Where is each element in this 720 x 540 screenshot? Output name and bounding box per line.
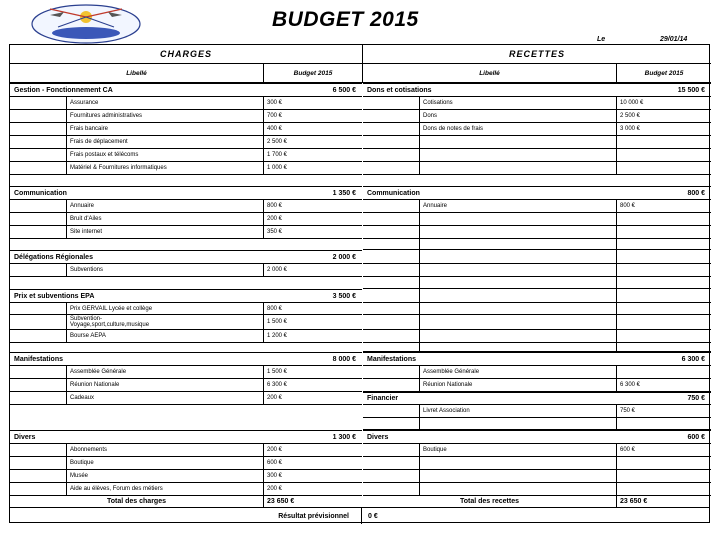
charges-item [10, 149, 362, 162]
recettes-item-empty [363, 457, 711, 470]
charges-group [10, 430, 362, 444]
group-label: Manifestations [367, 355, 417, 363]
item-amount: 300 € [267, 100, 283, 106]
recettes-total-label: Total des recettes [363, 496, 617, 507]
budget-table [9, 44, 710, 523]
item-amount: 2 500 € [620, 113, 641, 119]
charges-item [10, 392, 362, 405]
charges-item [10, 444, 362, 457]
item-label: Annuaire [419, 200, 617, 212]
group-amount: 1 300 € [332, 433, 356, 441]
recettes-item-empty [363, 470, 711, 483]
recettes-item-empty [363, 226, 711, 239]
recettes-group [363, 392, 711, 405]
item-label: Prix GERVAIL Lycée et collège [66, 303, 264, 314]
item-label: Musée [66, 470, 264, 482]
group-label: Délégations Régionales [14, 253, 93, 261]
charges-group [10, 186, 362, 200]
recettes-item [363, 110, 711, 123]
result-amount: 0 € [368, 512, 378, 520]
charges-item [10, 330, 362, 343]
date-label: Le [597, 36, 606, 43]
item-label: Site internet [66, 226, 264, 238]
item-label: Livret Association [419, 405, 617, 417]
group-amount: 8 000 € [332, 355, 356, 363]
recettes-item-empty [363, 136, 711, 149]
item-label: Cotisations [419, 97, 617, 109]
recettes-group [363, 430, 711, 444]
recettes-item [363, 405, 711, 418]
recettes-item-empty [363, 289, 711, 303]
item-amount: 1 700 € [267, 152, 288, 158]
item-amount: 600 € [620, 447, 636, 453]
charges-group [10, 289, 362, 303]
recettes-group [363, 83, 711, 97]
recettes-item [363, 97, 711, 110]
group-amount: 1 350 € [332, 189, 356, 197]
group-label: Divers [367, 433, 389, 441]
charges-item [10, 123, 362, 136]
charges-item [10, 110, 362, 123]
group-label: Communication [367, 189, 420, 197]
group-label: Gestion - Fonctionnement CA [14, 86, 113, 94]
item-label [66, 315, 264, 329]
group-amount: 6 300 € [681, 355, 705, 363]
result-label: Résultat prévisionnel [10, 508, 362, 524]
charges-item [10, 264, 362, 277]
charges-total-label: Total des charges [10, 496, 264, 507]
group-label: Communication [14, 189, 67, 197]
charges-col-label: Libellé [10, 64, 264, 82]
recettes-group [363, 352, 711, 366]
recettes-item [363, 123, 711, 136]
item-amount: 6 300 € [620, 382, 641, 388]
recettes-col-label: Libellé [363, 64, 617, 82]
item-label: Frais postaux et télécoms [66, 149, 264, 161]
recettes-item [363, 200, 711, 213]
recettes-item-empty [363, 315, 711, 330]
group-label: Manifestations [14, 355, 64, 363]
item-amount: 6 300 € [267, 382, 288, 388]
recettes-title: RECETTES [363, 45, 711, 64]
item-label: Aide au élèves, Forum des métiers [66, 483, 264, 495]
recettes-column [362, 45, 711, 505]
item-label: Subventions [66, 264, 264, 276]
group-label: Dons et cotisations [367, 86, 432, 94]
item-label: Réunion Nationale [419, 379, 617, 391]
recettes-item-empty [363, 264, 711, 277]
charges-item [10, 470, 362, 483]
item-amount: 1 200 € [267, 333, 288, 339]
recettes-item [363, 366, 711, 379]
recettes-group [363, 186, 711, 200]
charges-item [10, 213, 362, 226]
item-label: Dons de notes de frais [419, 123, 617, 135]
item-amount: 600 € [267, 460, 283, 466]
charges-title: CHARGES [10, 45, 362, 64]
item-amount: 200 € [267, 447, 283, 453]
item-amount: 700 € [267, 113, 283, 119]
charges-item [10, 315, 362, 330]
recettes-item-empty [363, 303, 711, 315]
charges-item [10, 162, 362, 175]
group-amount: 3 500 € [332, 292, 356, 300]
charges-item [10, 366, 362, 379]
item-label: Boutique [66, 457, 264, 469]
charges-group [10, 250, 362, 264]
item-amount: 200 € [267, 216, 283, 222]
item-amount: 800 € [620, 203, 636, 209]
item-amount: 300 € [267, 473, 283, 479]
charges-col-amount: Budget 2015 [293, 69, 333, 77]
item-amount: 200 € [267, 395, 283, 401]
page-title: BUDGET 2015 [272, 8, 419, 31]
item-amount: 2 500 € [267, 139, 288, 145]
result-row [10, 507, 709, 524]
charges-item [10, 303, 362, 315]
recettes-item [363, 444, 711, 457]
item-label: Assemblée Générale [419, 366, 617, 378]
group-amount: 15 500 € [677, 86, 705, 94]
item-label: Frais bancaire [66, 123, 264, 135]
group-amount: 2 000 € [332, 253, 356, 261]
item-label-line2: Voyage,sport,culture,musique [70, 322, 150, 328]
charges-group [10, 83, 362, 97]
item-label: Boutique [419, 444, 617, 456]
item-amount: 400 € [267, 126, 283, 132]
charges-col-headers [10, 64, 362, 83]
recettes-total-row [363, 495, 711, 507]
group-label: Financier [367, 395, 399, 402]
group-amount: 750 € [687, 395, 705, 402]
item-label: Bourse AEPA [66, 330, 264, 342]
recettes-item-empty [363, 418, 711, 430]
item-amount: 1 000 € [267, 165, 288, 171]
recettes-total-amount: 23 650 € [620, 498, 648, 505]
recettes-item-empty [363, 149, 711, 162]
charges-total-row [10, 495, 362, 507]
item-amount [617, 366, 711, 378]
recettes-item-empty [363, 239, 711, 250]
recettes-item-empty [363, 343, 711, 352]
item-amount: 750 € [620, 408, 636, 414]
item-label: Frais de déplacement [66, 136, 264, 148]
charges-item [10, 457, 362, 470]
item-label: Réunion Nationale [66, 379, 264, 391]
item-label: Dons [419, 110, 617, 122]
item-label: Matériel & Fournitures informatiques [66, 162, 264, 174]
item-label-line1: Subvention- [70, 315, 103, 322]
group-amount: 6 500 € [332, 86, 356, 94]
charges-item [10, 136, 362, 149]
date-value: 29/01/14 [660, 36, 688, 43]
item-label: Abonnements [66, 444, 264, 456]
recettes-col-amount: Budget 2015 [644, 69, 684, 77]
item-amount: 3 000 € [620, 126, 641, 132]
recettes-col-headers [363, 64, 711, 83]
item-label: Cadeaux [66, 392, 264, 404]
item-label: Assemblée Générale [66, 366, 264, 378]
item-label: Bruit d'Ailes [66, 213, 264, 225]
group-label: Prix et subventions EPA [14, 292, 95, 300]
item-amount: 200 € [267, 486, 283, 492]
recettes-item-empty [363, 162, 711, 175]
item-amount: 350 € [267, 229, 283, 235]
item-amount: 800 € [267, 305, 283, 312]
group-amount: 600 € [687, 433, 705, 441]
item-label: Fournitures administratives [66, 110, 264, 122]
group-amount: 800 € [687, 189, 705, 197]
item-amount: 800 € [267, 203, 283, 209]
association-logo [30, 3, 142, 45]
charges-item [10, 97, 362, 110]
recettes-item-empty [363, 330, 711, 343]
recettes-item [363, 379, 711, 392]
recettes-item-empty [363, 250, 711, 264]
charges-column [10, 45, 362, 505]
recettes-item-empty [363, 277, 711, 289]
charges-item [10, 483, 362, 495]
item-label: Assurance [66, 97, 264, 109]
recettes-item-empty [363, 213, 711, 226]
item-amount: 10 000 € [620, 100, 644, 106]
charges-item [10, 226, 362, 239]
charges-total-amount: 23 650 € [267, 498, 295, 505]
item-label: Annuaire [66, 200, 264, 212]
charges-group [10, 352, 362, 366]
group-label: Divers [14, 433, 36, 441]
charges-item [10, 200, 362, 213]
charges-item [10, 379, 362, 392]
recettes-item-empty [363, 483, 711, 495]
item-amount: 2 000 € [267, 267, 288, 273]
item-amount: 1 500 € [267, 369, 288, 375]
item-amount: 1 500 € [267, 319, 288, 325]
